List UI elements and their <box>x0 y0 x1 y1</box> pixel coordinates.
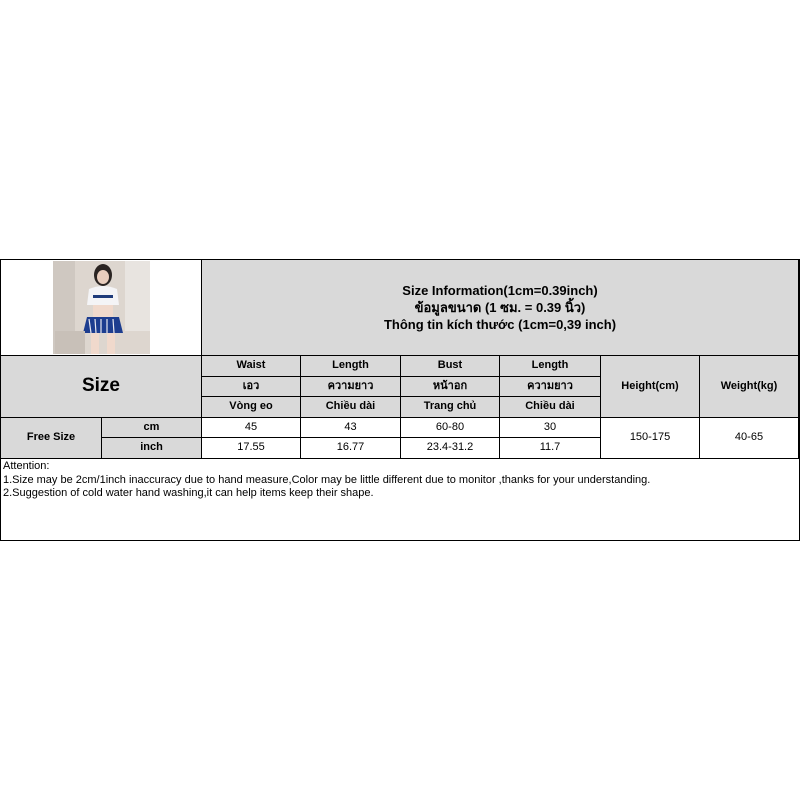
cm-bust: 60-80 <box>401 418 500 438</box>
size-chart <box>0 259 800 541</box>
attention-line-1: 1.Size may be 2cm/1inch inaccuracy due to hand measure,Color may be little different due to monitor ,thanks for your understanding. <box>3 473 651 486</box>
free-size-label: Free Size <box>1 418 102 459</box>
col-length2-vi: Chiều dài <box>500 397 601 418</box>
col-length2-th: ความยาว <box>500 377 601 397</box>
height-value: 150-175 <box>601 418 700 459</box>
attention-title: Attention: <box>3 460 50 472</box>
cm-length: 43 <box>301 418 401 438</box>
title-vietnamese: Thông tin kích thước (1cm=0,39 inch) <box>383 317 617 332</box>
col-bust-vi: Trang chủ <box>401 397 500 418</box>
col-bust-en: Bust <box>401 356 500 377</box>
col-waist-th: เอว <box>202 377 301 397</box>
inch-length2: 11.7 <box>500 438 601 459</box>
title-thai: ข้อมูลขนาด (1 ซม. = 0.39 นิ้ว) <box>414 300 586 315</box>
inch-waist: 17.55 <box>202 438 301 459</box>
size-heading <box>1 356 202 418</box>
cm-waist: 45 <box>202 418 301 438</box>
col-bust-th: หน้าอก <box>401 377 500 397</box>
product-photo <box>53 261 150 354</box>
inch-length: 16.77 <box>301 438 401 459</box>
col-length2-en: Length <box>500 356 601 377</box>
size-heading-label: Size <box>81 375 121 397</box>
product-photo-image <box>53 261 150 354</box>
attention-line-2: 2.Suggestion of cold water hand washing,it can help items keep their shape. <box>3 487 374 499</box>
col-waist-vi: Vòng eo <box>202 397 301 418</box>
col-waist-en: Waist <box>202 356 301 377</box>
col-weight: Weight(kg) <box>700 356 799 418</box>
unit-inch: inch <box>102 438 202 459</box>
size-information-title <box>202 260 799 356</box>
col-length-th: ความยาว <box>301 377 401 397</box>
inch-bust: 23.4-31.2 <box>401 438 500 459</box>
cm-length2: 30 <box>500 418 601 438</box>
col-length-en: Length <box>301 356 401 377</box>
col-length-vi: Chiều dài <box>301 397 401 418</box>
weight-value: 40-65 <box>700 418 799 459</box>
col-height: Height(cm) <box>601 356 700 418</box>
attention-notes <box>3 460 650 501</box>
title-english: Size Information(1cm=0.39inch) <box>402 283 598 298</box>
unit-cm: cm <box>102 418 202 438</box>
